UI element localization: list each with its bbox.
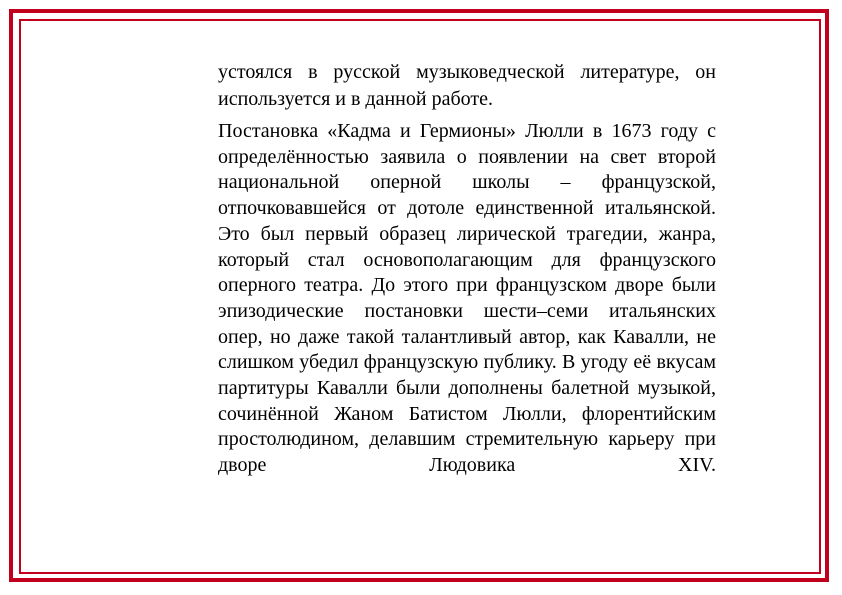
paragraph-1: устоялся в русской музыковедческой литературе, он используется и в данной работе. — [218, 61, 716, 110]
document-text-block — [218, 59, 716, 479]
paragraph-2: Постановка «Кадма и Гермионы» Люлли в 1673 году с определённостью заявила о появлении на свет второй национальной оперной школы – французской, отпочковавшейся от дотоле единственной итальянской. Это был первый образец лирической трагедии, жанра, который стал основополагающим для французского оперного театра. До этого при французском дворе были эпизодические постановки шести–семи итальянских опер, но даже такой талантливый автор, как Кавалли, не слишком убедил французскую публику. В угоду её вкусам партитуры Кавалли были дополнены балетной музыкой, сочинённой Жаном Батистом Люлли, флорентийским простолюдином, делавшим стремительную карьеру при дворе Людовика XIV. — [218, 120, 716, 477]
